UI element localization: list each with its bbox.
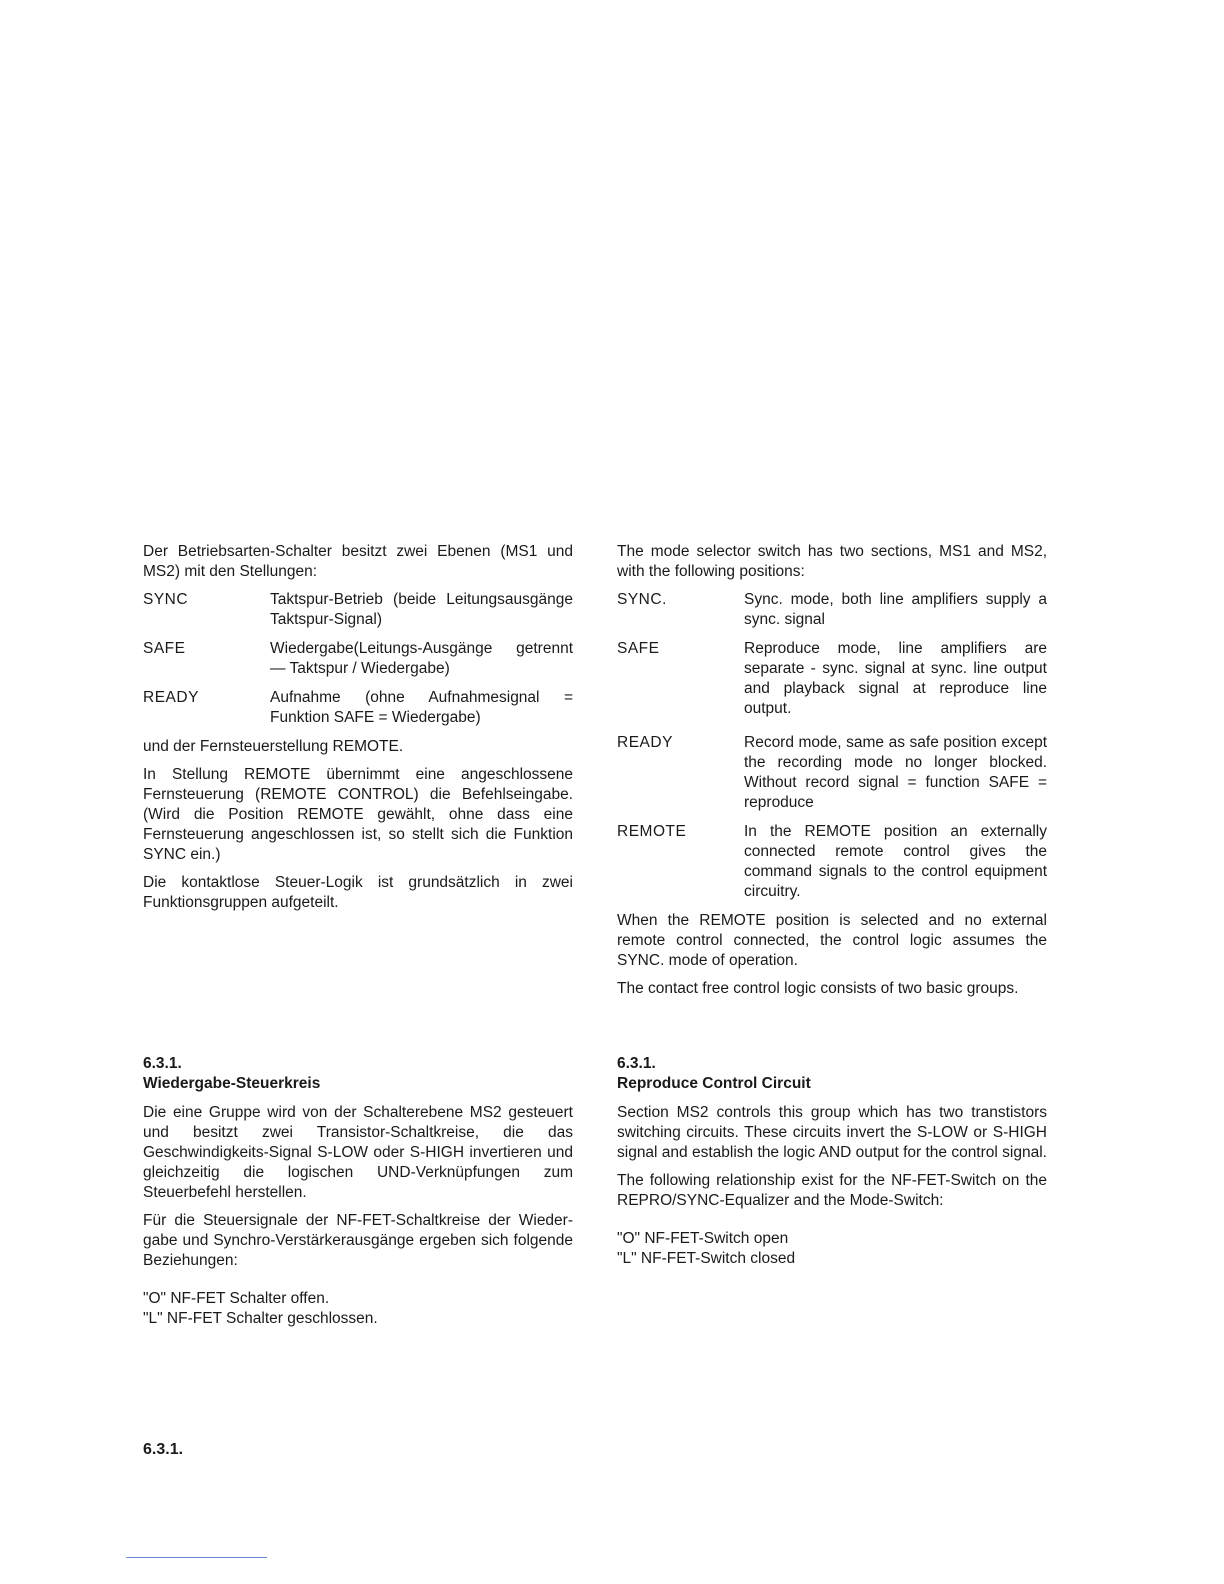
german-mode-safe — [143, 639, 573, 679]
mode-desc: Reproduce mode, line amplifiers are separate - sync. signal at sync. line output and playback signal at reproduce line output. — [744, 640, 1047, 717]
german-remote-line: und der Fernsteuerstellung REMOTE. — [143, 738, 404, 755]
german-section — [143, 1054, 573, 1329]
english-mode-sync — [617, 590, 1047, 630]
mode-desc: Sync. mode, both line amplifiers supply a sync. signal — [744, 591, 1047, 628]
german-intro: Der Betriebsarten-Schalter besitzt zwei Ebenen (MS1 und MS2) mit den Stellungen: — [143, 543, 573, 580]
mode-desc: Wiedergabe(Leitungs-Ausgänge getrennt — Taktspur / Wiedergabe) — [270, 640, 573, 677]
bottom-rule — [126, 1557, 267, 1558]
page-number: 6.3.1. — [143, 1441, 184, 1458]
code-o: "O" NF-FET Schalter offen. — [143, 1290, 330, 1307]
english-remote-para: When the REMOTE position is selected and no external remote control connected, the control logic assumes the SYNC. mode of operation. — [617, 912, 1047, 969]
english-code-list — [617, 1229, 1047, 1269]
mode-term: SAFE — [143, 640, 186, 657]
code-l: "L" NF-FET Schalter geschlossen. — [143, 1310, 378, 1327]
mode-term: SAFE — [617, 640, 660, 657]
german-mode-ready — [143, 688, 573, 728]
mode-desc: Record mode, same as safe position except the recording mode no longer blocked. Without record signal = function SAFE = reproduce — [744, 734, 1047, 811]
section-number: 6.3.1. — [617, 1055, 656, 1072]
english-section — [617, 1054, 1047, 1269]
english-mode-ready — [617, 733, 1047, 813]
english-intro: The mode selector switch has two sections, MS1 and MS2, with the following positions: — [617, 543, 1047, 580]
german-logic-para: Die kontaktlose Steuer-Logik ist grundsätzlich in zwei Funktionsgruppen aufgeteilt. — [143, 874, 573, 911]
mode-term: READY — [617, 734, 673, 751]
german-remote-para: In Stellung REMOTE übernimmt eine angeschlossene Fernsteuerung (REMOTE CONTROL) die Befehlseingabe. (Wird die Position REMOTE gewählt, ohne dass eine Fernsteuerung angeschlossen ist, so stellt sich die Funktion SYNC ein.) — [143, 766, 573, 863]
code-o: "O" NF-FET-Switch open — [617, 1230, 789, 1247]
english-section-para-1: Section MS2 controls this group which has two transtistors switching circuits. These circuits invert the S-LOW or S-HIGH signal and establish the logic AND output for the control signal. — [617, 1104, 1047, 1161]
mode-desc: Taktspur-Betrieb (beide Leitungsausgänge Taktspur-Signal) — [270, 591, 573, 628]
mode-desc: In the REMOTE position an externally connected remote control gives the command signals to the control equipment circuitry. — [744, 823, 1047, 900]
mode-desc: Aufnahme (ohne Aufnahmesignal = Funktion SAFE = Wiedergabe) — [270, 689, 573, 726]
section-title: Wiedergabe-Steuerkreis — [143, 1075, 321, 1092]
section-title: Reproduce Control Circuit — [617, 1075, 811, 1092]
mode-term: READY — [143, 689, 199, 706]
english-column-top — [617, 542, 1047, 1007]
english-mode-safe — [617, 639, 1047, 719]
german-code-list — [143, 1289, 573, 1329]
german-mode-sync — [143, 590, 573, 630]
mode-term: SYNC. — [617, 591, 667, 608]
section-number: 6.3.1. — [143, 1055, 182, 1072]
code-l: "L" NF-FET-Switch closed — [617, 1250, 796, 1267]
german-column-top — [143, 542, 573, 921]
german-mode-list — [143, 590, 573, 728]
english-mode-list — [617, 590, 1047, 902]
german-section-para-2: Für die Steuersignale der NF-FET-Schaltkreise der Wieder- gabe und Synchro-Verstärkerausgänge ergeben sich folgende Beziehungen: — [143, 1212, 573, 1269]
mode-term: REMOTE — [617, 823, 687, 840]
english-section-para-2: The following relationship exist for the NF-FET-Switch on the REPRO/SYNC-Equalizer and the Mode-Switch: — [617, 1172, 1047, 1209]
english-mode-remote — [617, 822, 1047, 902]
english-logic-para: The contact free control logic consists of two basic groups. — [617, 980, 1019, 997]
german-section-para-1: Die eine Gruppe wird von der Schalterebene MS2 gesteuert und besitzt zwei Transistor-Schaltkreise, die das Geschwindigkeits-Signal S-LOW oder S-HIGH invertieren und gleichzeitig die logischen UND-Verknüpfungen zum Steuerbefehl herstellen. — [143, 1104, 573, 1201]
mode-term: SYNC — [143, 591, 189, 608]
